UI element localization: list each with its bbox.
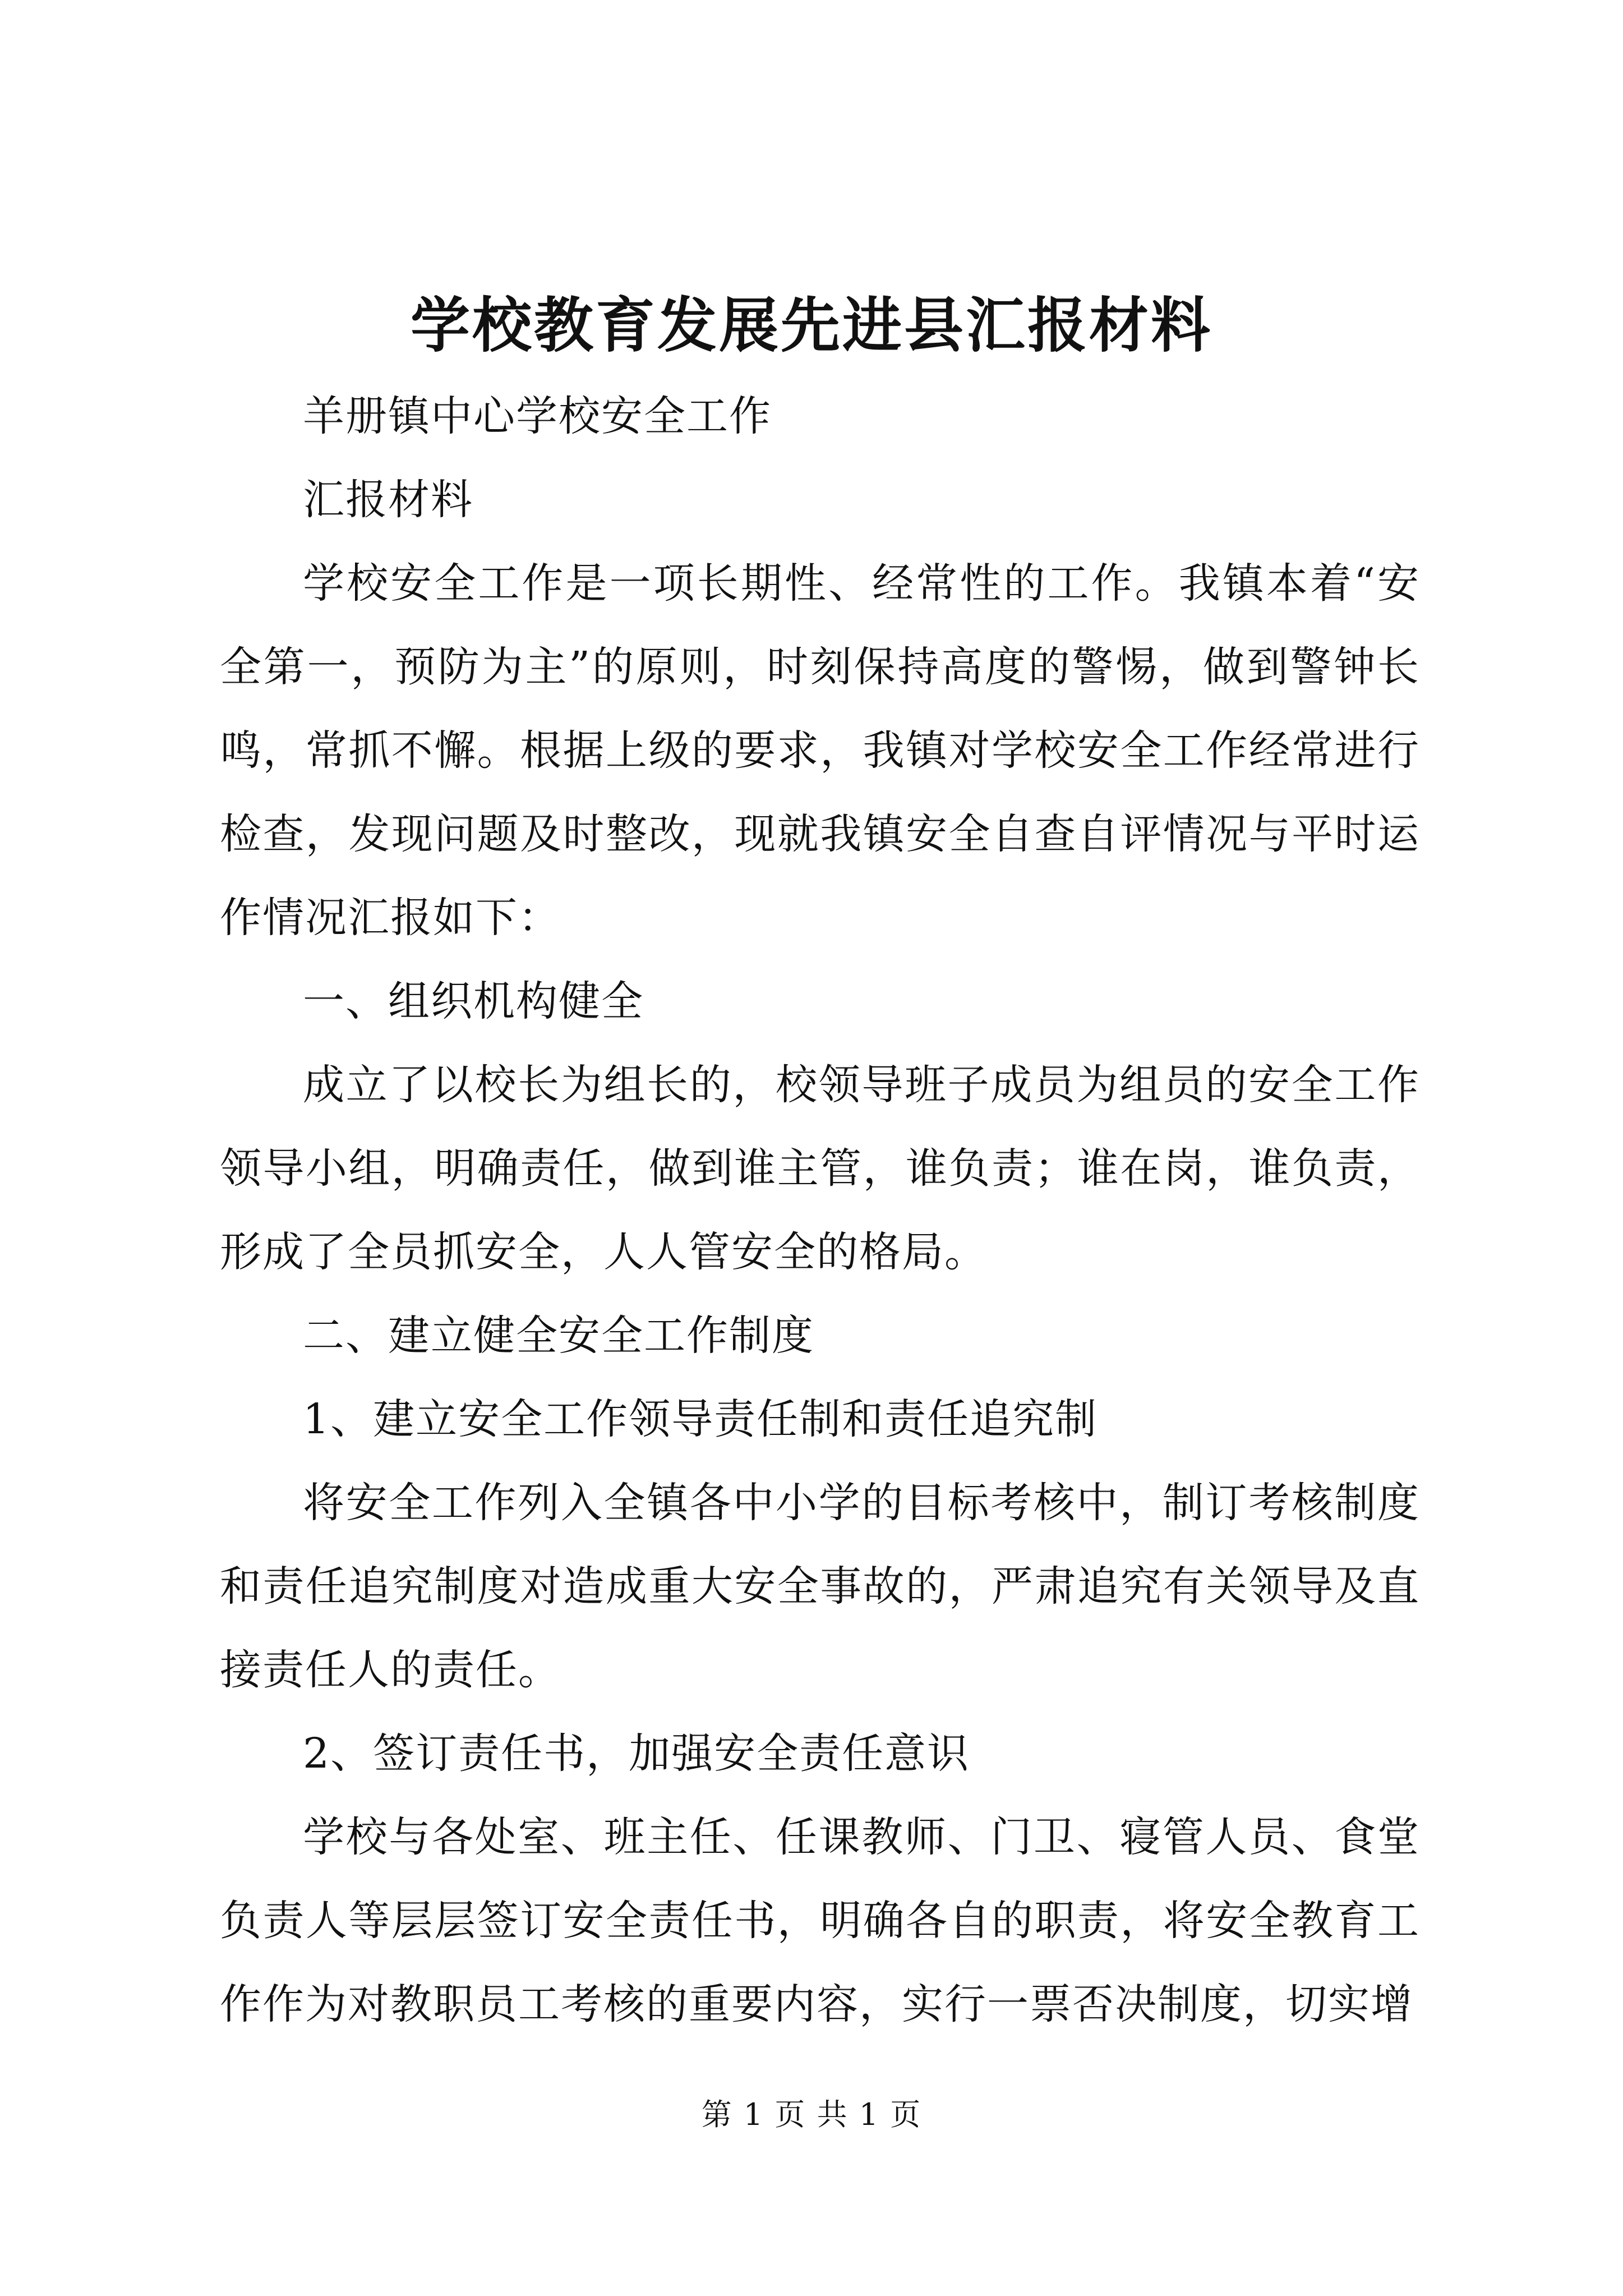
subsection-heading-1: 1、建立安全工作领导责任制和责任追究制: [303, 1395, 1098, 1443]
paragraph-organization: 成立了以校长为组长的，校领导班子成员为组员的安全工作领导小组，明确责任，做到谁主管，谁负责；谁在岗，谁负责，形成了全员抓安全，人人管安全的格局。: [220, 1061, 1420, 1276]
section-heading-2: 二、建立健全安全工作制度: [303, 1312, 814, 1360]
paragraph-intro: 学校安全工作是一项长期性、经常性的工作。我镇本着“安全第一，预防为主”的原则，时刻保持高度的警惕，做到警钟长鸣，常抓不懈。根据上级的要求，我镇对学校安全工作经常进行检查，发现问题及时整改，现就我镇安全自查自评情况与平时运作情况汇报如下：: [220, 559, 1420, 942]
paragraph-subtitle-line-1: 羊册镇中心学校安全工作: [303, 392, 772, 440]
subsection-heading-2: 2、签订责任书，加强安全责任意识: [303, 1729, 970, 1778]
paragraph-subtitle-line-2: 汇报材料: [303, 476, 473, 524]
document-title: 学校教育发展先进县汇报材料: [411, 290, 1212, 360]
paragraph-agreements: 学校与各处室、班主任、任课教师、门卫、寝管人员、食堂负责人等层层签订安全责任书，明确各自的职责，将安全教育工作作为对教职员工考核的重要内容，实行一票否决制度，切实增: [220, 1813, 1420, 2028]
section-heading-1: 一、组织机构健全: [303, 977, 644, 1025]
paragraph-responsibility: 将安全工作列入全镇各中小学的目标考核中，制订考核制度和责任追究制度对造成重大安全事故的，严肃追究有关领导及直接责任人的责任。: [220, 1479, 1420, 1694]
document-body: [220, 375, 1420, 2046]
page-number-footer: 第 1 页 共 1 页: [701, 2097, 922, 2132]
